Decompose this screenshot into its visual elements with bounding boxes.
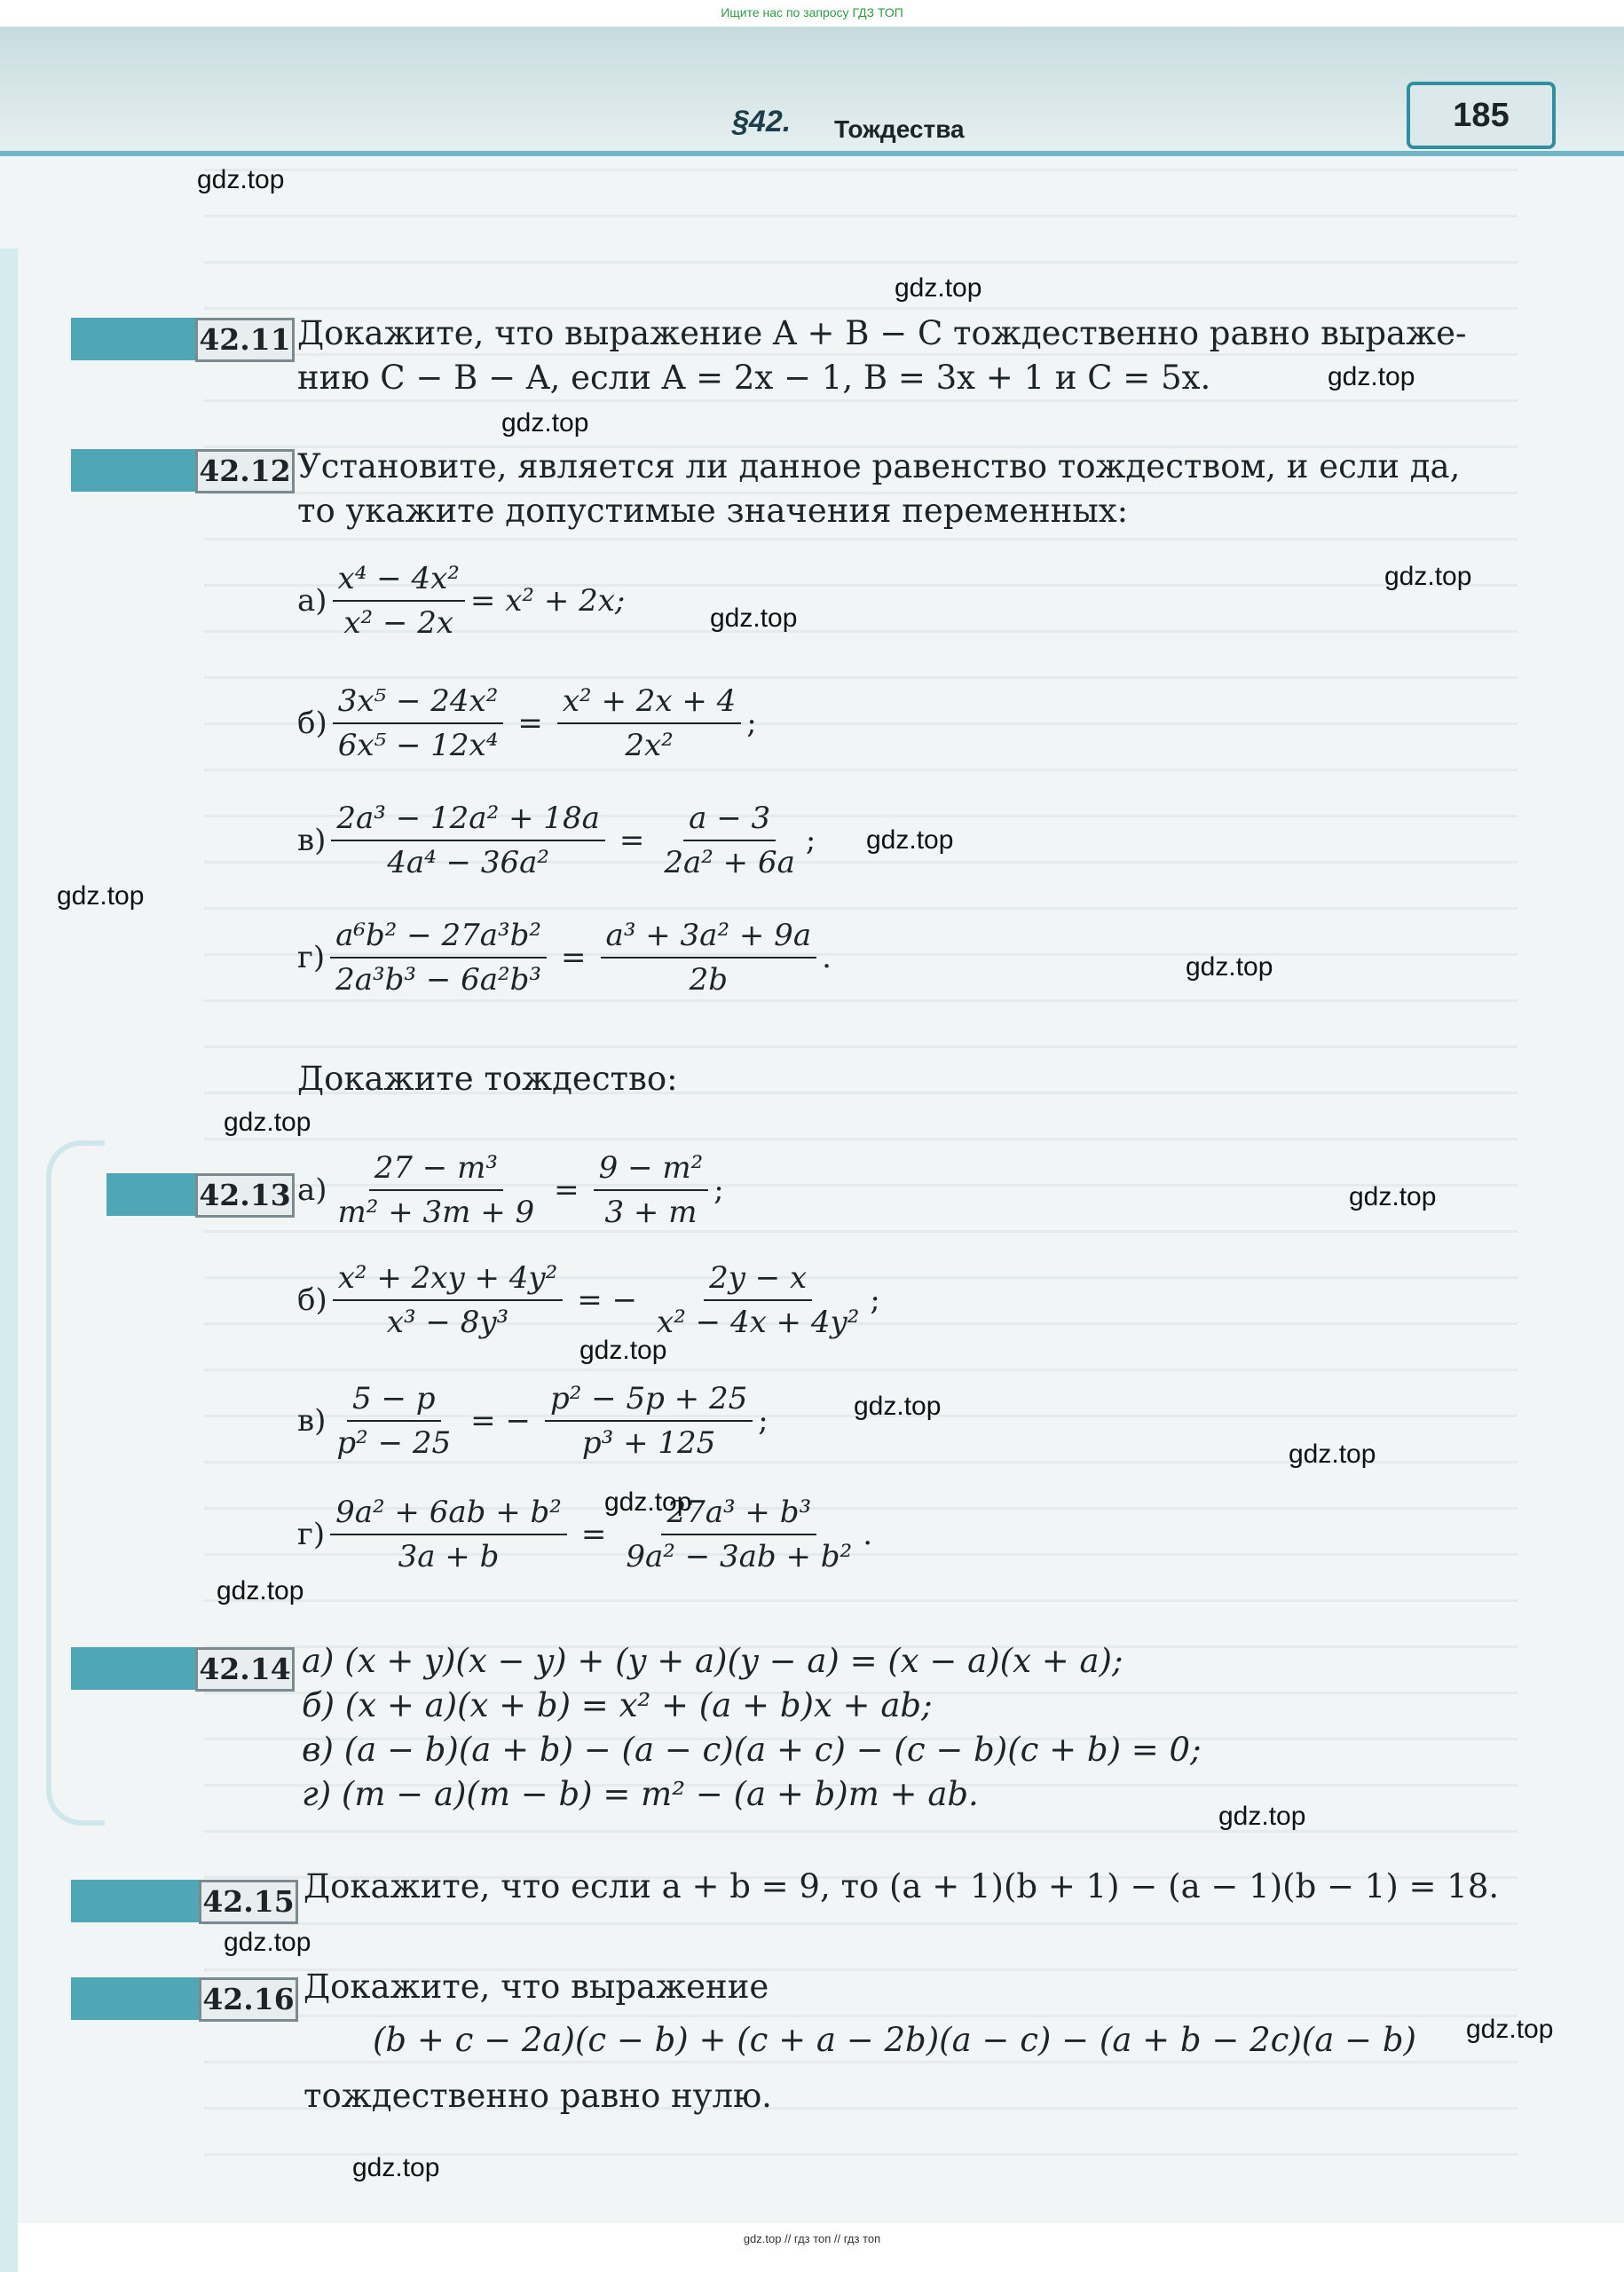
numerator: 2a³ − 12a² + 18a bbox=[331, 801, 604, 841]
watermark: gdz.top bbox=[1328, 362, 1415, 391]
equation-item: б) $\frac{\text{x² + 2xy + 4y²}}{\text{x³ − 8y³}}$ = − $\frac{2y - x}{\text{x² − 4x + 4y²}}$ ; bbox=[297, 1260, 880, 1340]
equation-item bbox=[297, 561, 625, 641]
fraction-left bbox=[333, 1150, 540, 1230]
item-label: б) bbox=[297, 1282, 327, 1318]
equation-item: г) $\frac{\text{a⁶b² − 27a³b²}}{\text{2a³b³ − 6a²b³}}$ = $\frac{\text{a³ + 3a² + 9a}}{2b}$ . bbox=[297, 918, 832, 998]
fraction-right bbox=[594, 1150, 709, 1230]
punctuation: ; bbox=[758, 1403, 769, 1439]
punctuation: ; bbox=[805, 823, 816, 858]
fraction-right bbox=[545, 1381, 753, 1461]
numerator: a⁶b² − 27a³b² bbox=[330, 918, 547, 958]
watermark: gdz.top bbox=[352, 2153, 440, 2182]
watermark: gdz.top bbox=[224, 1108, 311, 1137]
fraction-left bbox=[330, 918, 547, 998]
fraction-left bbox=[330, 1495, 567, 1574]
item-label: в) bbox=[297, 823, 327, 858]
numerator: 27a³ + b³ bbox=[661, 1495, 816, 1535]
numerator: x² + 2x + 4 bbox=[557, 683, 741, 724]
watermark: gdz.top bbox=[1218, 1802, 1306, 1831]
numerator: 9a² + 6ab + b² bbox=[330, 1495, 567, 1535]
punctuation: . bbox=[822, 940, 832, 975]
item-label: а) bbox=[297, 583, 327, 619]
watermark: gdz.top bbox=[854, 1392, 942, 1421]
identity-b: б) (x + a)(x + b) = x² + (a + b)x + ab; bbox=[302, 1686, 933, 1724]
denominator: 2a² + 6a bbox=[664, 845, 795, 880]
problem-number: 42.15 bbox=[199, 1880, 298, 1924]
identity-d: г) (m − a)(m − b) = m² − (a + b)m + ab. bbox=[302, 1775, 979, 1813]
numerator: 5 − p bbox=[347, 1381, 441, 1422]
equation-item: г) $\frac{\text{9a² + 6ab + b²}}{3a + b}$ = $\frac{\text{27a³ + b³}}{\text{9a² − 3ab + b²}}$ . bbox=[297, 1495, 873, 1574]
fraction-left bbox=[331, 1381, 456, 1461]
denominator: 9a² − 3ab + b² bbox=[626, 1539, 853, 1574]
problem-text: Докажите, что выражение A + B − C тождественно равно выраже- bbox=[297, 314, 1467, 352]
item-label: б) bbox=[297, 706, 327, 741]
watermark: gdz.top bbox=[1384, 562, 1472, 591]
punctuation: ; bbox=[713, 1172, 724, 1208]
numerator: 2y − x bbox=[704, 1260, 812, 1301]
fraction-right bbox=[557, 683, 741, 763]
item-label: в) bbox=[297, 1403, 327, 1439]
problem-number: 42.16 bbox=[199, 1977, 298, 2022]
denominator: 4a⁴ − 36a² bbox=[387, 845, 550, 880]
punctuation: ; bbox=[746, 706, 757, 741]
problem-text: Докажите, что выражение bbox=[304, 1968, 769, 2006]
denominator: x³ − 8y³ bbox=[386, 1305, 509, 1340]
item-label: а) bbox=[297, 1172, 327, 1208]
problem-text: тождественно равно нулю. bbox=[304, 2077, 772, 2115]
watermark: gdz.top bbox=[604, 1487, 692, 1517]
numerator: x² + 2xy + 4y² bbox=[333, 1260, 564, 1301]
numerator: 27 − m³ bbox=[369, 1150, 503, 1191]
group-intro: Докажите тождество: bbox=[297, 1060, 678, 1098]
denominator: 6x⁵ − 12x⁴ bbox=[337, 728, 499, 763]
fraction bbox=[333, 561, 465, 641]
section-title: Тождества bbox=[834, 115, 965, 143]
problem-text: нию C − B − A, если A = 2x − 1, B = 3x + 1 и C = 5x. bbox=[297, 359, 1211, 397]
equation-item: в) $\frac{\text{2a³ − 12a² + 18a}}{\text{4a⁴ − 36a²}}$ = $\frac{a - 3}{\text{2a² + 6a}}$ ; bbox=[297, 801, 816, 880]
problem-number: 42.14 bbox=[195, 1647, 295, 1692]
numerator: 9 − m² bbox=[594, 1150, 709, 1191]
watermark: gdz.top bbox=[1289, 1440, 1376, 1469]
denominator: 2a³b³ − 6a²b³ bbox=[335, 962, 542, 998]
watermark: gdz.top bbox=[501, 408, 589, 438]
denominator: x² − 4x + 4y² bbox=[657, 1305, 860, 1340]
problem-number: 42.11 bbox=[195, 318, 295, 362]
denominator: 3 + m bbox=[604, 1195, 698, 1230]
right-side: = x² + 2x; bbox=[469, 583, 626, 619]
numerator: x⁴ − 4x² bbox=[333, 561, 465, 602]
fraction-right bbox=[601, 918, 817, 998]
equation-item: б) $\frac{\text{3x⁵ − 24x²}}{\text{6x⁵ − 12x⁴}}$ = $\frac{\text{x² + 2x + 4}}{\text{2x²}}$ ; bbox=[297, 683, 757, 763]
denominator: 2b bbox=[689, 962, 729, 998]
denominator: 3a + b bbox=[398, 1539, 500, 1574]
fraction-right bbox=[651, 1260, 864, 1340]
problem-number: 42.13 bbox=[195, 1173, 295, 1218]
item-label: г) bbox=[297, 940, 326, 975]
identity-c: в) (a − b)(a + b) − (a − c)(a + c) − (c − b)(c + b) = 0; bbox=[302, 1731, 1202, 1769]
fraction-left bbox=[333, 1260, 564, 1340]
watermark: gdz.top bbox=[197, 165, 285, 194]
numerator: p² − 5p + 25 bbox=[545, 1381, 753, 1422]
expression: (b + c − 2a)(c − b) + (c + a − 2b)(a − c) − (a + b − 2c)(a − b) bbox=[373, 2021, 1416, 2059]
denominator: p³ + 125 bbox=[581, 1425, 716, 1461]
numerator: a − 3 bbox=[683, 801, 776, 841]
watermark: gdz.top bbox=[710, 604, 798, 633]
top-banner: Ищите нас по запросу ГДЗ ТОП bbox=[721, 5, 903, 20]
watermark: gdz.top bbox=[224, 1928, 311, 1957]
fraction-right bbox=[658, 801, 800, 880]
problem-text: Докажите, что если a + b = 9, то (a + 1)(b + 1) − (a − 1)(b − 1) = 18. bbox=[304, 1867, 1500, 1905]
problem-text: то укажите допустимые значения переменных: bbox=[297, 492, 1129, 530]
identity-a: а) (x + y)(x − y) + (y + a)(y − a) = (x − a)(x + a); bbox=[302, 1642, 1123, 1680]
denominator: m² + 3m + 9 bbox=[337, 1195, 535, 1230]
watermark: gdz.top bbox=[895, 273, 982, 303]
fraction-left bbox=[331, 801, 604, 880]
punctuation: ; bbox=[870, 1282, 880, 1318]
numerator: 3x⁵ − 24x² bbox=[333, 683, 504, 724]
page-number: 185 bbox=[1407, 82, 1556, 149]
equation-item: а) $\frac{\text{27 − m³}}{\text{m² + 3m + 9}}$ = $\frac{\text{9 − m²}}{3 + m}$ ; bbox=[297, 1150, 724, 1230]
bottom-banner: gdz.top // гдз топ // гдз топ bbox=[743, 2232, 881, 2245]
watermark: gdz.top bbox=[866, 825, 954, 855]
watermark: gdz.top bbox=[1186, 952, 1273, 982]
watermark: gdz.top bbox=[1349, 1182, 1437, 1211]
denominator: x² − 2x bbox=[343, 605, 454, 641]
watermark: gdz.top bbox=[57, 881, 145, 911]
section-number: §42. bbox=[732, 105, 792, 138]
watermark: gdz.top bbox=[1466, 2015, 1554, 2044]
problem-number: 42.12 bbox=[195, 449, 295, 493]
numerator: a³ + 3a² + 9a bbox=[601, 918, 817, 958]
fraction-left bbox=[333, 683, 504, 763]
problem-text: Установите, является ли данное равенство тождеством, и если да, bbox=[297, 447, 1461, 485]
watermark: gdz.top bbox=[217, 1576, 304, 1605]
denominator: 2x² bbox=[625, 728, 674, 763]
group-bracket bbox=[46, 1140, 105, 1826]
item-label: г) bbox=[297, 1517, 326, 1552]
equation-item: в) $\frac{5 - p}{\text{p² − 25}}$ = − $\frac{\text{p² − 5p + 25}}{\text{p³ + 125}}$ ; bbox=[297, 1381, 769, 1461]
denominator: p² − 25 bbox=[336, 1425, 452, 1461]
punctuation: . bbox=[863, 1517, 873, 1552]
watermark: gdz.top bbox=[579, 1336, 667, 1365]
